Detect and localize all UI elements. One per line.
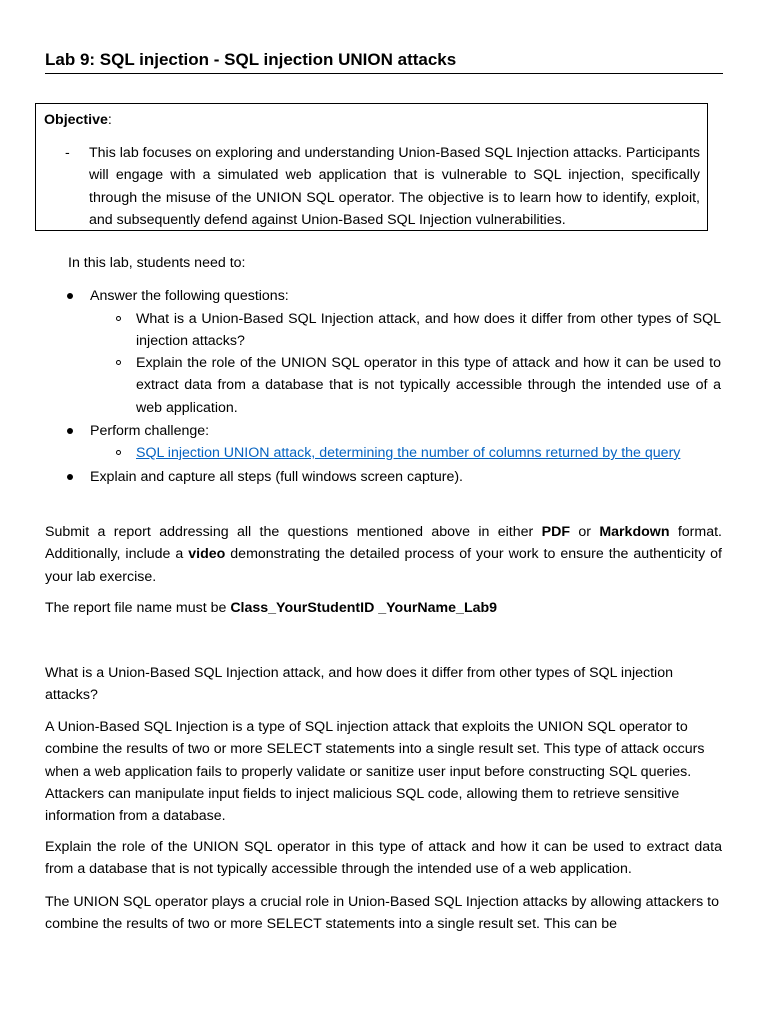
- pdf-format: PDF: [541, 524, 570, 540]
- filename-instruction: [45, 597, 497, 619]
- objective-text: This lab focuses on exploring and understanding Union-Based SQL Injection attacks. Participants will engage with a simulated web application that is vulnerable to SQL injection, specifically through the misuse of the UNION SQL operator. The objective is to learn how to identify, exploit, and subsequently defend against Union-Based SQL Injection vulnerabilities.: [89, 145, 700, 228]
- task-explain-capture: Explain and capture all steps (full windows screen capture).: [90, 469, 464, 485]
- submit-text-2: format. Additionally, include a: [45, 524, 722, 563]
- filename-prefix: The report file name must be: [45, 600, 231, 616]
- circle-bullet-icon: [116, 450, 121, 455]
- answer-1-text: A Union-Based SQL Injection is a type of SQL injection attack that exploits the UNION SQL operator to combine the results of two or more SELECT statements into a single result set. This type of attack occurs when a web application fails to properly validate or sanitize user input before constructing SQL queries. Attackers can manipulate input fields to inject malicious SQL code, allowing them to retrieve sensitive information from a database.: [45, 719, 705, 825]
- circle-bullet-icon: [116, 360, 121, 365]
- answer-question-1: What is a Union-Based SQL Injection attack, and how does it differ from other types of SQL injection attacks?: [45, 665, 673, 704]
- objective-colon: :: [107, 112, 112, 128]
- submit-instructions: [45, 521, 722, 588]
- task-answer-questions: Answer the following questions:: [90, 288, 289, 304]
- page-title: Lab 9: SQL injection - SQL injection UNION attacks: [45, 48, 723, 74]
- intro-text: In this lab, students need to:: [68, 255, 246, 271]
- task-question-2: Explain the role of the UNION SQL operator in this type of attack and how it can be used to extract data from a database that is not typically accessible through the intended use of a web application.: [136, 355, 721, 416]
- answer-2-text: The UNION SQL operator plays a crucial role in Union-Based SQL Injection attacks by allowing attackers to combine the results of two or more SELECT statements into a single result set. This can be: [45, 894, 719, 933]
- bullet-icon: [67, 428, 73, 434]
- objective-label-text: Objective: [44, 112, 108, 128]
- objective-dash: -: [65, 145, 70, 161]
- task-question-1: What is a Union-Based SQL Injection attack, and how does it differ from other types of SQL injection attacks?: [136, 311, 721, 350]
- task-perform-challenge: Perform challenge:: [90, 423, 210, 439]
- answer-question-2: Explain the role of the UNION SQL operator in this type of attack and how it can be used to extract data from a database that is not typically accessible through the intended use of a web application.: [45, 839, 722, 878]
- submit-or: or: [569, 524, 600, 540]
- objective-box: [35, 103, 708, 231]
- submit-text-1: Submit a report addressing all the questions mentioned above in either: [45, 524, 542, 540]
- filename-value: Class_YourStudentID _YourName_Lab9: [230, 600, 498, 616]
- bullet-icon: [67, 474, 73, 480]
- bullet-icon: [67, 293, 73, 299]
- submit-text-3: demonstrating the detailed process of your work to ensure the authenticity of your lab exercise.: [45, 546, 722, 585]
- objective-label: [44, 110, 112, 130]
- markdown-format: Markdown: [599, 524, 670, 540]
- video-word: video: [188, 546, 226, 563]
- challenge-link[interactable]: SQL injection UNION attack, determining the number of columns returned by the query: [136, 445, 681, 461]
- circle-bullet-icon: [116, 316, 121, 321]
